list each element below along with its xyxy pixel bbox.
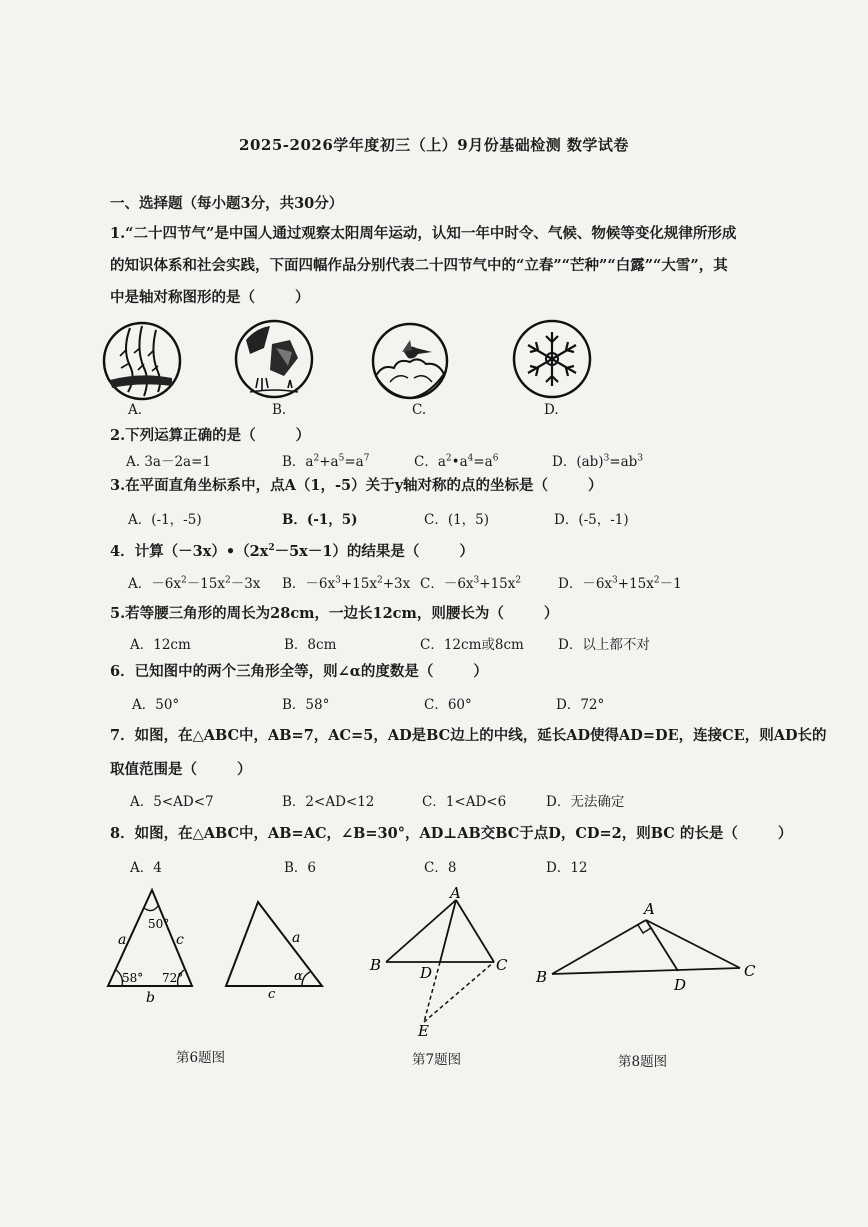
fig8-label-d: D [674,976,687,994]
fig8-caption: 第8题图 [618,1054,668,1070]
fig6-angle-top: 50° [148,917,170,931]
fig6-angle-left: 58° [122,971,144,985]
solar-term-image-c [368,322,454,400]
figure-6 [98,884,338,1004]
q7-line2 [110,758,252,779]
q6-option-d: D．72° [556,697,605,713]
solar-term-image-a [100,320,190,402]
q5-option-a: A．12cm [130,637,191,653]
fig6-angle-right: 72° [162,971,184,985]
q3-paren-end: ） [588,477,603,494]
fig6-alpha: α [294,969,303,984]
q2-stem [110,424,310,445]
q7-line2-text: 取值范围是（ [110,761,197,778]
q8-stem-text: 8．如图，在△ABC中，AB=AC，∠B=30°，AD⊥AB交BC于点D，CD=2，则BC 的长是（ [110,825,738,842]
q2-option-a: A. 3a－2a=1 [126,454,212,470]
q1-option-d: D. [544,402,559,418]
q5-paren-end: ） [543,605,559,622]
q4-option-a: A．$-6x^2-15x^2-3x$ [128,575,261,592]
q3-option-b: B．(-1，5) [282,512,358,528]
q2-option-b: B．$a^2+a^5=a^7$ [282,453,370,470]
fig6-side-a2: a [292,930,301,946]
fig6-side-b: b [146,990,155,1004]
q8-option-c: C．8 [424,860,457,876]
q5-stem-text: 5.若等腰三角形的周长为28cm，一边长12cm，则腰长为（ [110,605,504,622]
solar-term-image-b [232,318,318,400]
q4-option-d: D．$-6x^3+15x^2-1$ [558,575,682,592]
q4-stem: 4．计算$(-3x)•(2x^2-5x-1)$的结果是（ ） [110,543,474,560]
fig6-side-c: c [176,932,184,948]
q2-option-c: C．$a^2•a^4=a^6$ [414,453,499,470]
q8-stem [110,822,792,843]
q1-option-a: A. [128,402,143,418]
fig7-label-a: A [450,884,461,902]
fig7-caption: 第7题图 [412,1052,462,1068]
q7-paren-end: ） [237,761,252,778]
q4-option-b: B．$-6x^3+15x^2+3x$ [282,575,411,592]
q1-paren-end: ） [295,289,310,306]
fig8-label-a: A [644,900,655,918]
q6-option-b: B．58° [282,697,330,713]
q5-stem [110,602,558,623]
q3-option-c: C．(1，5) [424,512,490,528]
q4-option-c: C．$-6x^3+15x^2$ [420,575,522,592]
q7-option-c: C．1<AD<6 [422,794,507,810]
q2-paren-end: ） [295,427,311,444]
q8-option-b: B．6 [284,860,317,876]
q8-option-d: D．12 [546,860,588,876]
q6-paren-end: ） [473,663,488,680]
q5-option-b: B．8cm [284,637,337,653]
q5-option-c: C．12cm或8cm [420,637,524,653]
q3-option-d: D．(-5，-1) [554,512,629,528]
q6-stem-text: 6．已知图中的两个三角形全等，则∠α的度数是（ [110,663,434,680]
q6-stem [110,660,488,681]
q2-option-d: D．$(ab)^3=ab^3$ [552,453,644,470]
q3-stem [110,474,603,495]
q1-line1: 1.“二十四节气”是中国人通过观察太阳周年运动，认知一年中时令、气候、物候等变化规律所形成 [110,225,737,242]
fig7-label-d: D [420,964,433,982]
figure-8 [532,900,772,1000]
section-heading: 一、选择题（每小题3分，共30分） [110,195,344,212]
q7-option-b: B．2<AD<12 [282,794,375,810]
q8-option-a: A．4 [130,860,162,876]
q1-line3 [110,286,310,307]
fig7-label-b: B [370,956,382,974]
q5-option-d: D．以上都不对 [558,637,650,653]
q7-option-d: D．无法确定 [546,794,625,810]
q3-option-a: A．(-1，-5) [128,512,202,528]
fig6-side-c2: c [268,987,276,1002]
q7-option-a: A．5<AD<7 [130,794,214,810]
fig6-caption: 第6题图 [176,1050,226,1066]
solar-term-image-d [512,318,598,400]
q3-stem-text: 3.在平面直角坐标系中，点A（1，-5）关于y轴对称的点的坐标是（ [110,477,549,494]
q1-line3-text: 中是轴对称图形的是（ [110,289,255,306]
fig8-label-c: C [744,962,756,980]
figure-7 [368,884,518,1036]
fig7-label-c: C [496,956,508,974]
fig6-side-a: a [118,932,127,948]
q7-line1: 7．如图，在△ABC中，AB=7，AC=5，AD是BC边上的中线，延长AD使得AD=DE，连接CE，则AD长的 [110,727,827,744]
q8-paren-end: ） [777,825,793,842]
q2-stem-text: 2.下列运算正确的是（ [110,427,256,444]
q6-option-a: A．50° [132,697,180,713]
q6-option-c: C．60° [424,697,472,713]
q1-option-c: C. [412,402,427,418]
exam-title: 2025-2026学年度初三（上）9月份基础检测 数学试卷 [239,136,629,154]
q1-line2: 的知识体系和社会实践，下面四幅作品分别代表二十四节气中的“立春”“芒种”“白露”“大雪”，其 [110,257,728,274]
fig8-label-b: B [536,968,548,986]
q1-option-b: B. [272,402,287,418]
fig7-label-e: E [418,1022,429,1036]
